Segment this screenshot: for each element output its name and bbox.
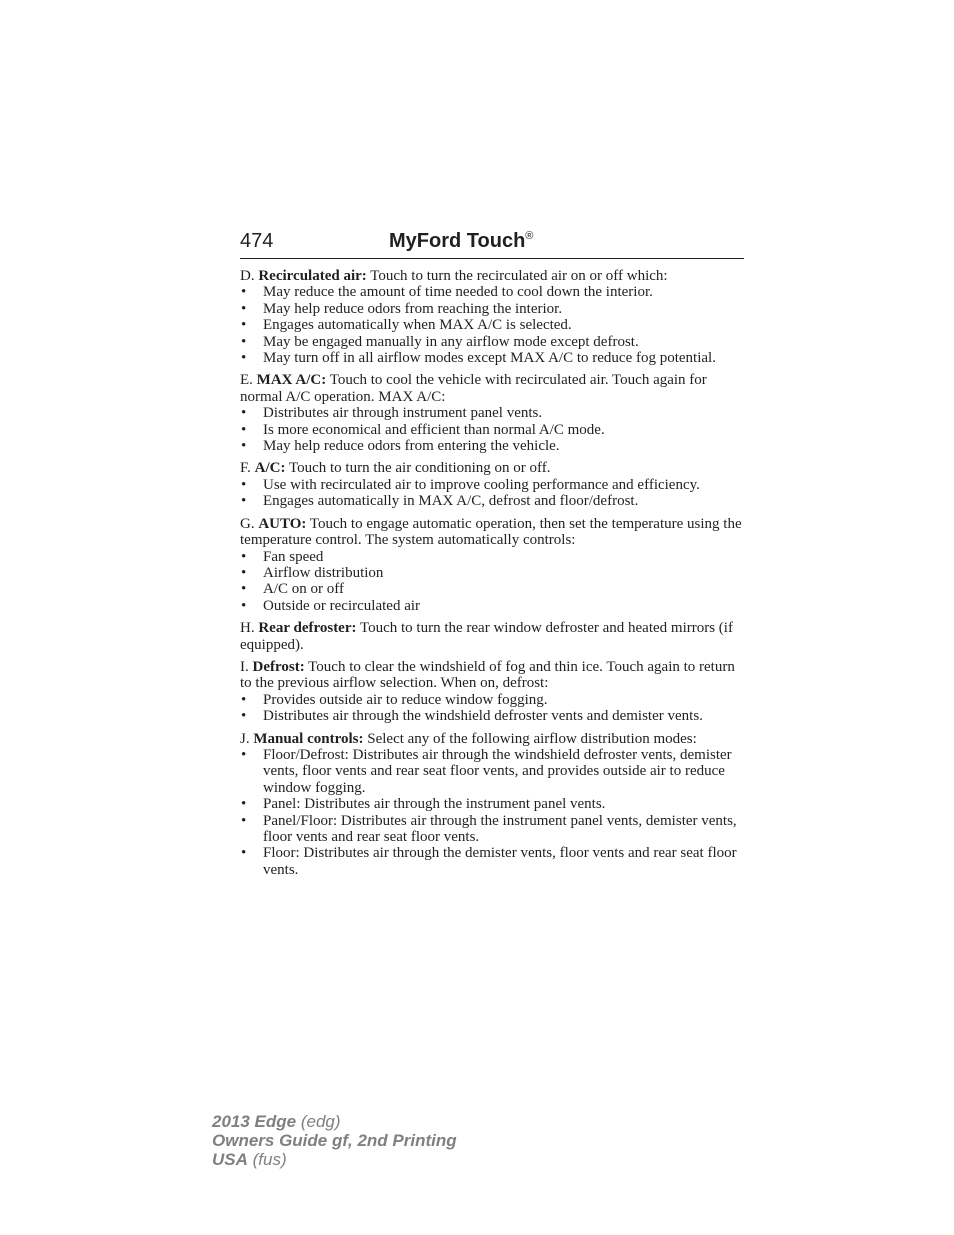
section-lead xyxy=(240,731,746,747)
list-item: • Airflow distribution xyxy=(240,565,746,581)
bullet-list xyxy=(240,284,746,366)
section-term: Rear defroster: xyxy=(258,620,357,637)
page-title-text: MyFord Touch xyxy=(389,230,526,252)
list-item: • May help reduce odors from entering the vehicle. xyxy=(240,438,746,454)
list-item: • Provides outside air to reduce window fogging. xyxy=(240,692,746,708)
page-title xyxy=(389,228,533,254)
footer-line-model xyxy=(212,1112,457,1131)
section-term: MAX A/C: xyxy=(256,372,327,389)
section-lead xyxy=(240,268,746,284)
list-item: • Fan speed xyxy=(240,549,746,565)
section-letter: J. xyxy=(240,730,254,747)
footer-model-code: (edg) xyxy=(296,1112,341,1131)
section-term: Manual controls: xyxy=(253,730,364,747)
list-item: • Floor/Defrost: Distributes air through the windshield defroster vents, demister vents, floor vents and rear seat floor vents, and provides outside air to reduce window fogging. xyxy=(240,747,746,796)
control-section xyxy=(240,460,746,509)
bullet-list xyxy=(240,405,746,454)
list-item: • Panel/Floor: Distributes air through the instrument panel vents, demister vents, floor vents and rear seat floor vents. xyxy=(240,813,746,846)
section-term: Recirculated air: xyxy=(258,268,367,284)
section-letter: H. xyxy=(240,620,259,637)
control-section xyxy=(240,731,746,879)
section-letter: E. xyxy=(240,372,257,389)
control-section xyxy=(240,268,746,366)
section-description: Touch to turn the recirculated air on or off which: xyxy=(366,268,668,284)
page-footer xyxy=(212,1112,457,1169)
bullet-list xyxy=(240,549,746,615)
section-description: Touch to turn the rear window defroster and heated mirrors (if equipped). xyxy=(240,620,733,653)
list-item: • Outside or recirculated air xyxy=(240,598,746,614)
section-description: Select any of the following airflow distribution modes: xyxy=(363,730,697,747)
section-term: A/C: xyxy=(254,460,286,477)
bullet-list xyxy=(240,747,746,878)
bullet-list xyxy=(240,477,746,510)
section-lead xyxy=(240,516,746,549)
section-description: Touch to turn the air conditioning on or off. xyxy=(285,460,551,477)
control-section xyxy=(240,372,746,454)
list-item: • May reduce the amount of time needed to cool down the interior. xyxy=(240,284,746,300)
footer-market: USA xyxy=(212,1150,248,1169)
list-item: • Panel: Distributes air through the instrument panel vents. xyxy=(240,796,746,812)
list-item: • Floor: Distributes air through the demister vents, floor vents and rear seat floor vents. xyxy=(240,845,746,878)
body-content xyxy=(240,268,746,884)
list-item: • Distributes air through the windshield defroster vents and demister vents. xyxy=(240,708,746,724)
footer-line-market xyxy=(212,1150,457,1169)
section-letter: G. xyxy=(240,515,259,532)
section-description: Touch to engage automatic operation, then set the temperature using the temperature control. The system automatically controls: xyxy=(240,515,742,549)
list-item: • May help reduce odors from reaching the interior. xyxy=(240,301,746,317)
list-item: • A/C on or off xyxy=(240,581,746,597)
section-letter: F. xyxy=(240,460,255,477)
control-section xyxy=(240,620,746,653)
list-item: • May be engaged manually in any airflow mode except defrost. xyxy=(240,334,746,350)
list-item: • May turn off in all airflow modes except MAX A/C to reduce fog potential. xyxy=(240,350,746,366)
section-term: AUTO: xyxy=(258,515,307,532)
section-letter: I. xyxy=(240,658,253,675)
section-description: Touch to clear the windshield of fog and thin ice. Touch again to return to the previous airflow selection. When on, defrost: xyxy=(240,658,735,692)
section-lead xyxy=(240,620,746,653)
registered-mark: ® xyxy=(525,230,534,242)
page-header xyxy=(240,228,744,259)
section-letter: D. xyxy=(240,268,259,284)
footer-guide: Owners Guide gf, 2nd Printing xyxy=(212,1131,457,1150)
list-item: • Engages automatically in MAX A/C, defrost and floor/defrost. xyxy=(240,493,746,509)
footer-model: 2013 Edge xyxy=(212,1112,297,1131)
section-description: Touch to cool the vehicle with recirculated air. Touch again for normal A/C operation. MAX A/C: xyxy=(240,372,707,405)
list-item: • Engages automatically when MAX A/C is selected. xyxy=(240,317,746,333)
list-item: • Is more economical and efficient than normal A/C mode. xyxy=(240,422,746,438)
section-term: Defrost: xyxy=(252,658,305,675)
section-lead xyxy=(240,372,746,405)
control-section xyxy=(240,659,746,725)
section-lead xyxy=(240,460,746,476)
list-item: • Use with recirculated air to improve cooling performance and efficiency. xyxy=(240,477,746,493)
control-section xyxy=(240,516,746,614)
footer-market-code: (fus) xyxy=(247,1150,287,1169)
page-number: 474 xyxy=(240,230,274,252)
section-lead xyxy=(240,659,746,692)
list-item: • Distributes air through instrument panel vents. xyxy=(240,405,746,421)
bullet-list xyxy=(240,692,746,725)
footer-line-guide xyxy=(212,1131,457,1150)
